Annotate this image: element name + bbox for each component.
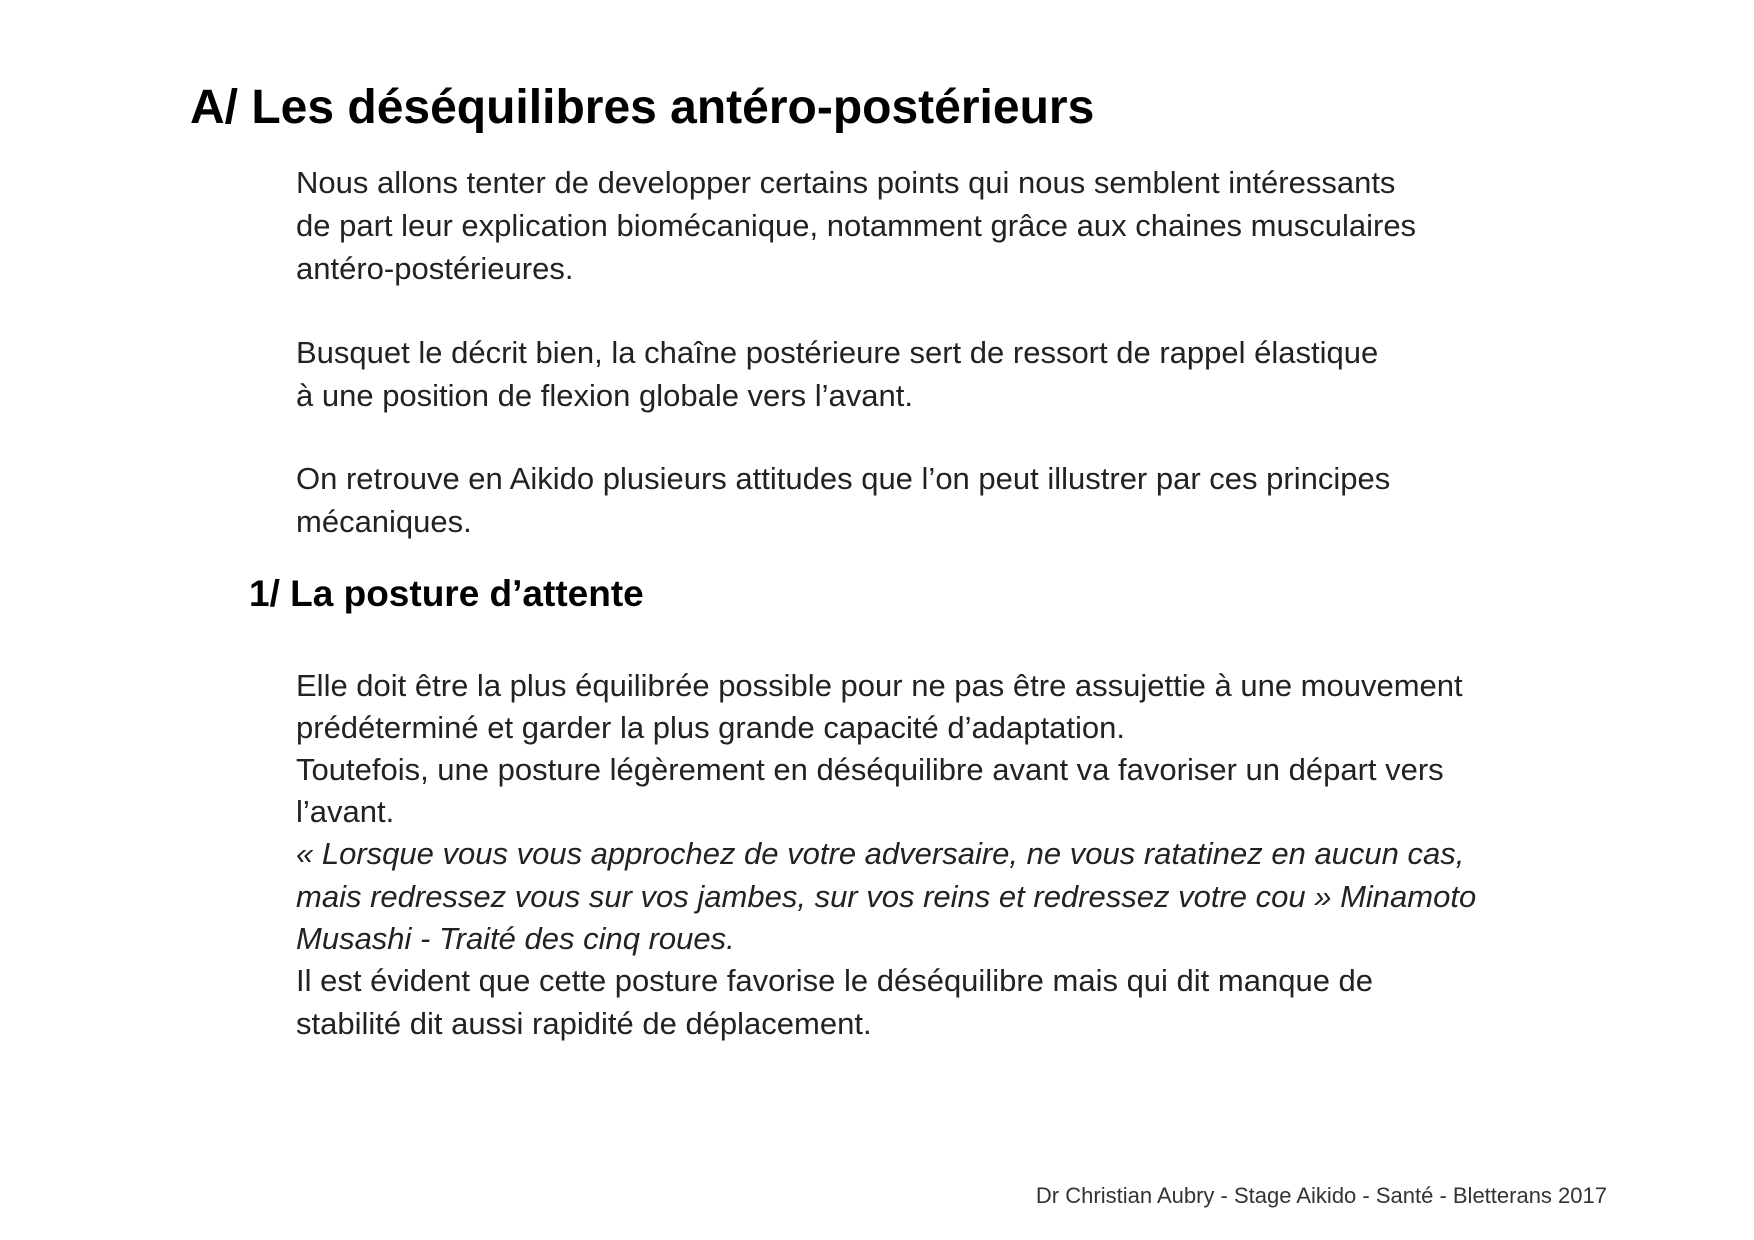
intro-line: Nous allons tenter de developper certains points qui nous semblent intéressants	[296, 165, 1396, 200]
section-line: prédéterminé et garder la plus grande capacité d’adaptation.	[296, 710, 1125, 745]
intro-line: à une position de flexion globale vers l’avant.	[296, 378, 913, 413]
quote-line: Musashi - Traité des cinq roues.	[296, 921, 735, 956]
intro-line: de part leur explication biomécanique, notamment grâce aux chaines musculaires	[296, 208, 1417, 243]
section-line: stabilité dit aussi rapidité de déplacement.	[296, 1006, 872, 1041]
section-heading: 1/ La posture d’attente	[249, 573, 644, 614]
section-line: l’avant.	[296, 794, 395, 829]
intro-line: antéro-postérieures.	[296, 251, 574, 286]
intro-line: mécaniques.	[296, 504, 472, 539]
section-line: Toutefois, une posture légèrement en déséquilibre avant va favoriser un départ vers	[296, 752, 1444, 787]
quote-line: mais redressez vous sur vos jambes, sur vos reins et redressez votre cou » Minamoto	[296, 879, 1477, 914]
quote-line: « Lorsque vous vous approchez de votre adversaire, ne vous ratatinez en aucun cas,	[296, 836, 1465, 871]
footer-credit: Dr Christian Aubry - Stage Aikido - Santé - Bletterans 2017	[1035, 1183, 1607, 1208]
section-line: Il est évident que cette posture favorise le déséquilibre mais qui dit manque de	[296, 963, 1374, 998]
page-title: A/ Les déséquilibres antéro-postérieurs	[190, 81, 1095, 134]
intro-line: On retrouve en Aikido plusieurs attitudes que l’on peut illustrer par ces principes	[296, 461, 1391, 496]
intro-line: Busquet le décrit bien, la chaîne postérieure sert de ressort de rappel élastique	[296, 335, 1379, 370]
section-line: Elle doit être la plus équilibrée possible pour ne pas être assujettie à une mouvement	[296, 668, 1463, 703]
